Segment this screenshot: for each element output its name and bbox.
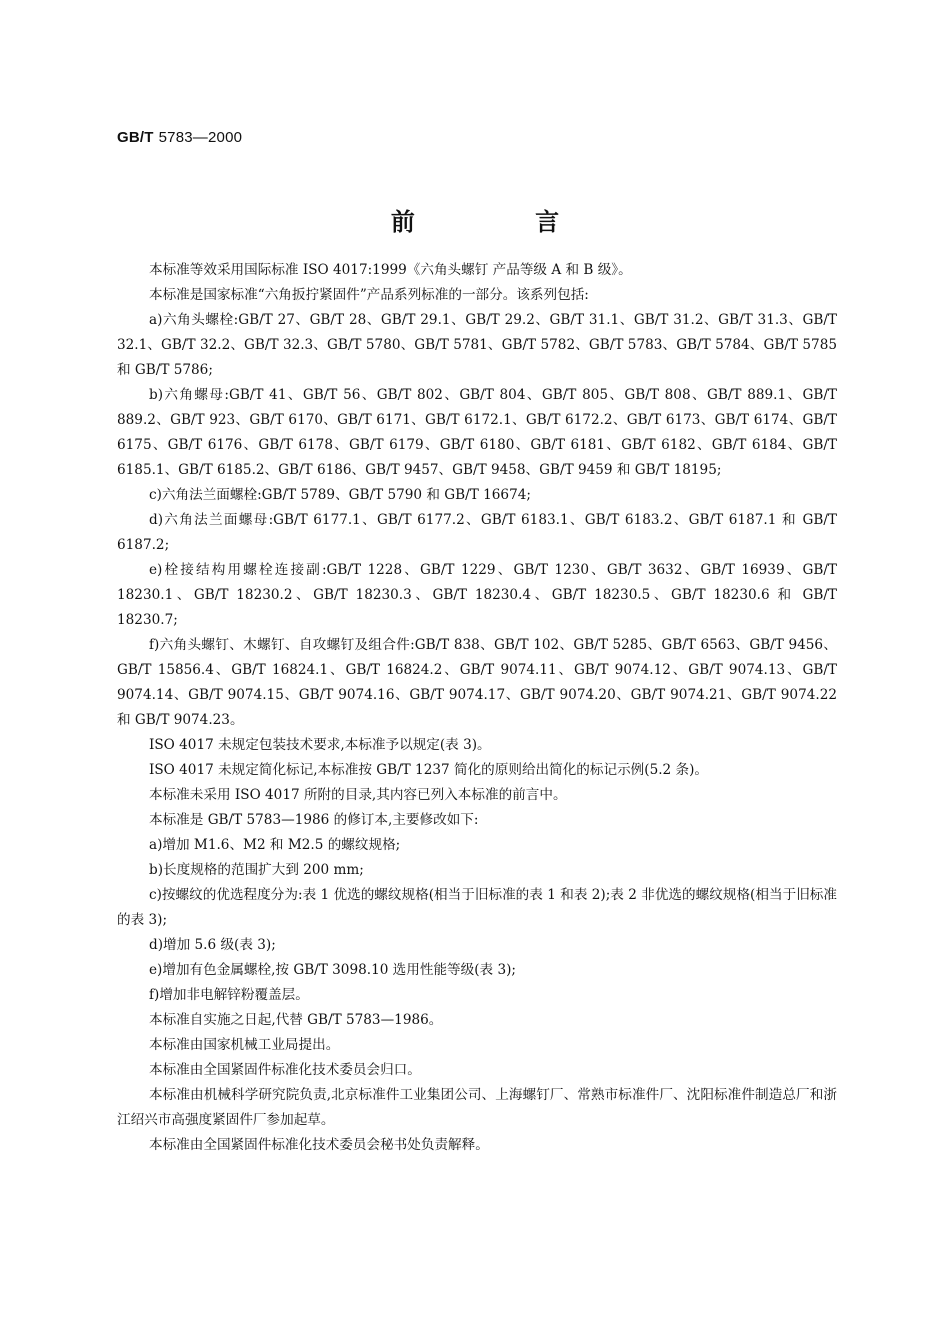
- paragraph: 本标准由全国紧固件标准化技术委员会归口。: [149, 1062, 421, 1078]
- list-item: b)长度规格的范围扩大到 200 mm;: [149, 862, 364, 878]
- list-item: f)六角头螺钉、木螺钉、自攻螺钉及组合件:GB/T 838、GB/T 102、GB/T 5285、GB/T 6563、GB/T 9456、GB/T 15856.4、GB/T 16824.1、GB/T 16824.2、GB/T 9074.11、GB/T 9074.12、GB/T 9074.13、GB/T 9074.14、GB/T 9074.15、GB/T 9074.16、GB/T 9074.17、GB/T 9074.20、GB/T 9074.21、GB/T 9074.22 和 GB/T 9074.23。: [117, 637, 837, 728]
- paragraph: 本标准由国家机械工业局提出。: [149, 1037, 340, 1053]
- paragraph: 本标准未采用 ISO 4017 所附的目录,其内容已列入本标准的前言中。: [149, 787, 567, 803]
- paragraph: 本标准是 GB/T 5783—1986 的修订本,主要修改如下:: [149, 812, 479, 828]
- list-item: a)增加 M1.6、M2 和 M2.5 的螺纹规格;: [149, 837, 401, 853]
- page-title: 前 言: [390, 207, 616, 236]
- paragraph: ISO 4017 未规定简化标记,本标准按 GB/T 1237 简化的原则给出简化的标记示例(5.2 条)。: [149, 762, 709, 778]
- list-item: c)六角法兰面螺栓:GB/T 5789、GB/T 5790 和 GB/T 16674;: [149, 487, 531, 503]
- standard-number-header: [117, 128, 242, 146]
- paragraph: ISO 4017 未规定包装技术要求,本标准予以规定(表 3)。: [149, 737, 491, 753]
- list-item: b)六角螺母:GB/T 41、GB/T 56、GB/T 802、GB/T 804、GB/T 805、GB/T 808、GB/T 889.1、GB/T 889.2、GB/T 923、GB/T 6170、GB/T 6171、GB/T 6172.1、GB/T 6172.2、GB/T 6173、GB/T 6174、GB/T 6175、GB/T 6176、GB/T 6178、GB/T 6179、GB/T 6180、GB/T 6181、GB/T 6182、GB/T 6184、GB/T 6185.1、GB/T 6185.2、GB/T 6186、GB/T 9457、GB/T 9458、GB/T 9459 和 GB/T 18195;: [117, 387, 837, 478]
- paragraph: 本标准由机械科学研究院负责,北京标准件工业集团公司、上海螺钉厂、常熟市标准件厂、沈阳标准件制造总厂和浙江绍兴市高强度紧固件厂参加起草。: [117, 1087, 837, 1128]
- list-item: f)增加非电解锌粉覆盖层。: [149, 987, 309, 1003]
- paragraph: 本标准自实施之日起,代替 GB/T 5783—1986。: [149, 1012, 443, 1028]
- list-item: d)六角法兰面螺母:GB/T 6177.1、GB/T 6177.2、GB/T 6183.1、GB/T 6183.2、GB/T 6187.1 和 GB/T 6187.2;: [117, 512, 837, 553]
- list-item: e)栓接结构用螺栓连接副:GB/T 1228、GB/T 1229、GB/T 1230、GB/T 3632、GB/T 16939、GB/T 18230.1、GB/T 18230.2、GB/T 18230.3、GB/T 18230.4、GB/T 18230.5、GB/T 18230.6 和 GB/T 18230.7;: [117, 562, 837, 628]
- paragraph: 本标准等效采用国际标准 ISO 4017:1999《六角头螺钉 产品等级 A 和 B 级》。: [149, 262, 632, 278]
- standard-code: GB/T: [117, 129, 154, 146]
- paragraph: 本标准是国家标准“六角扳拧紧固件”产品系列标准的一部分。该系列包括:: [149, 287, 589, 303]
- list-item: d)增加 5.6 级(表 3);: [149, 937, 276, 953]
- standard-year-number: 5783—2000: [158, 129, 243, 146]
- list-item: e)增加有色金属螺栓,按 GB/T 3098.10 选用性能等级(表 3);: [149, 962, 516, 978]
- foreword-body: [117, 258, 837, 1158]
- list-item: c)按螺纹的优选程度分为:表 1 优选的螺纹规格(相当于旧标准的表 1 和表 2);表 2 非优选的螺纹规格(相当于旧标准的表 3);: [117, 887, 837, 928]
- list-item: a)六角头螺栓:GB/T 27、GB/T 28、GB/T 29.1、GB/T 29.2、GB/T 31.1、GB/T 31.2、GB/T 31.3、GB/T 32.1、GB/T 32.2、GB/T 32.3、GB/T 5780、GB/T 5781、GB/T 5782、GB/T 5783、GB/T 5784、GB/T 5785 和 GB/T 5786;: [117, 312, 837, 378]
- paragraph: 本标准由全国紧固件标准化技术委员会秘书处负责解释。: [149, 1137, 489, 1153]
